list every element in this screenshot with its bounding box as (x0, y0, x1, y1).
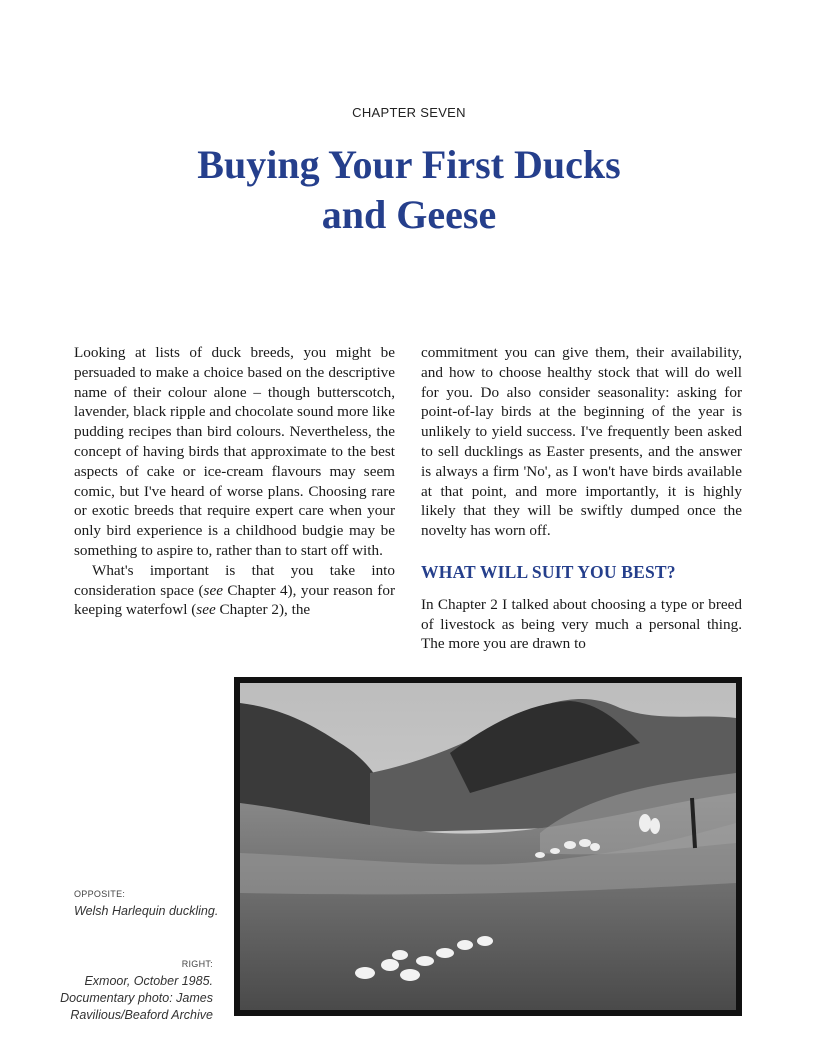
left-column (74, 343, 395, 620)
right-column (421, 343, 742, 654)
section-heading: WHAT WILL SUIT YOU BEST? (421, 561, 676, 582)
caption-label: OPPOSITE: (74, 889, 126, 899)
chapter-title (0, 140, 818, 240)
caption-text: Ravilious/Beaford Archive (70, 1008, 213, 1022)
text-run: Chapter 4), your reason for keeping waterfowl ( (74, 581, 395, 619)
text-run: What's important is that you take into consideration space ( (74, 561, 395, 599)
caption-text: Documentary photo: James (60, 991, 213, 1005)
paragraph: In Chapter 2 I talked about choosing a type or breed of livestock as being very much a personal thing. The more you are drawn to (421, 595, 742, 653)
see-reference: see (196, 601, 216, 619)
see-reference: see (203, 581, 223, 599)
paragraph (74, 561, 395, 620)
caption-text: Exmoor, October 1985. (84, 974, 213, 988)
landscape-photo (234, 677, 742, 1016)
caption-opposite (74, 886, 224, 920)
chapter-label: CHAPTER SEVEN (352, 105, 466, 120)
paragraph: commitment you can give them, their availability, and how to choose healthy stock that will do well for you. Do also consider seasonality: asking for point-of-lay birds at the beginning of the year is unlikely to yield success. I've frequently been asked to sell ducklings as Easter presents, and the answer is always a firm 'No', as I won't have birds available at that point, and more importantly, it is highly likely that they will be swiftly dumped once the novelty has worn off. (421, 344, 742, 540)
landscape-photo-icon (240, 683, 736, 1010)
title-line-1: Buying Your First Ducks (197, 142, 621, 187)
caption-right (60, 956, 213, 1024)
paragraph: Looking at lists of duck breeds, you might be persuaded to make a choice based on the descriptive name of their colour alone – though butterscotch, lavender, black ripple and chocolate sound more like pudding recipes than bird colours. Nevertheless, the concept of having birds that approximate to the best aspects of cake or ice-cream flavours may seem comic, but I've heard of worse plans. Choosing rare or exotic breeds that require expert care when your only bird experience is a childhood budgie may be something to aspire to, rather than to start off with. (74, 344, 395, 559)
caption-text: Welsh Harlequin duckling. (74, 904, 219, 918)
caption-label: RIGHT: (181, 959, 213, 969)
title-line-2: and Geese (321, 192, 497, 237)
text-run: Chapter 2), the (215, 601, 311, 619)
